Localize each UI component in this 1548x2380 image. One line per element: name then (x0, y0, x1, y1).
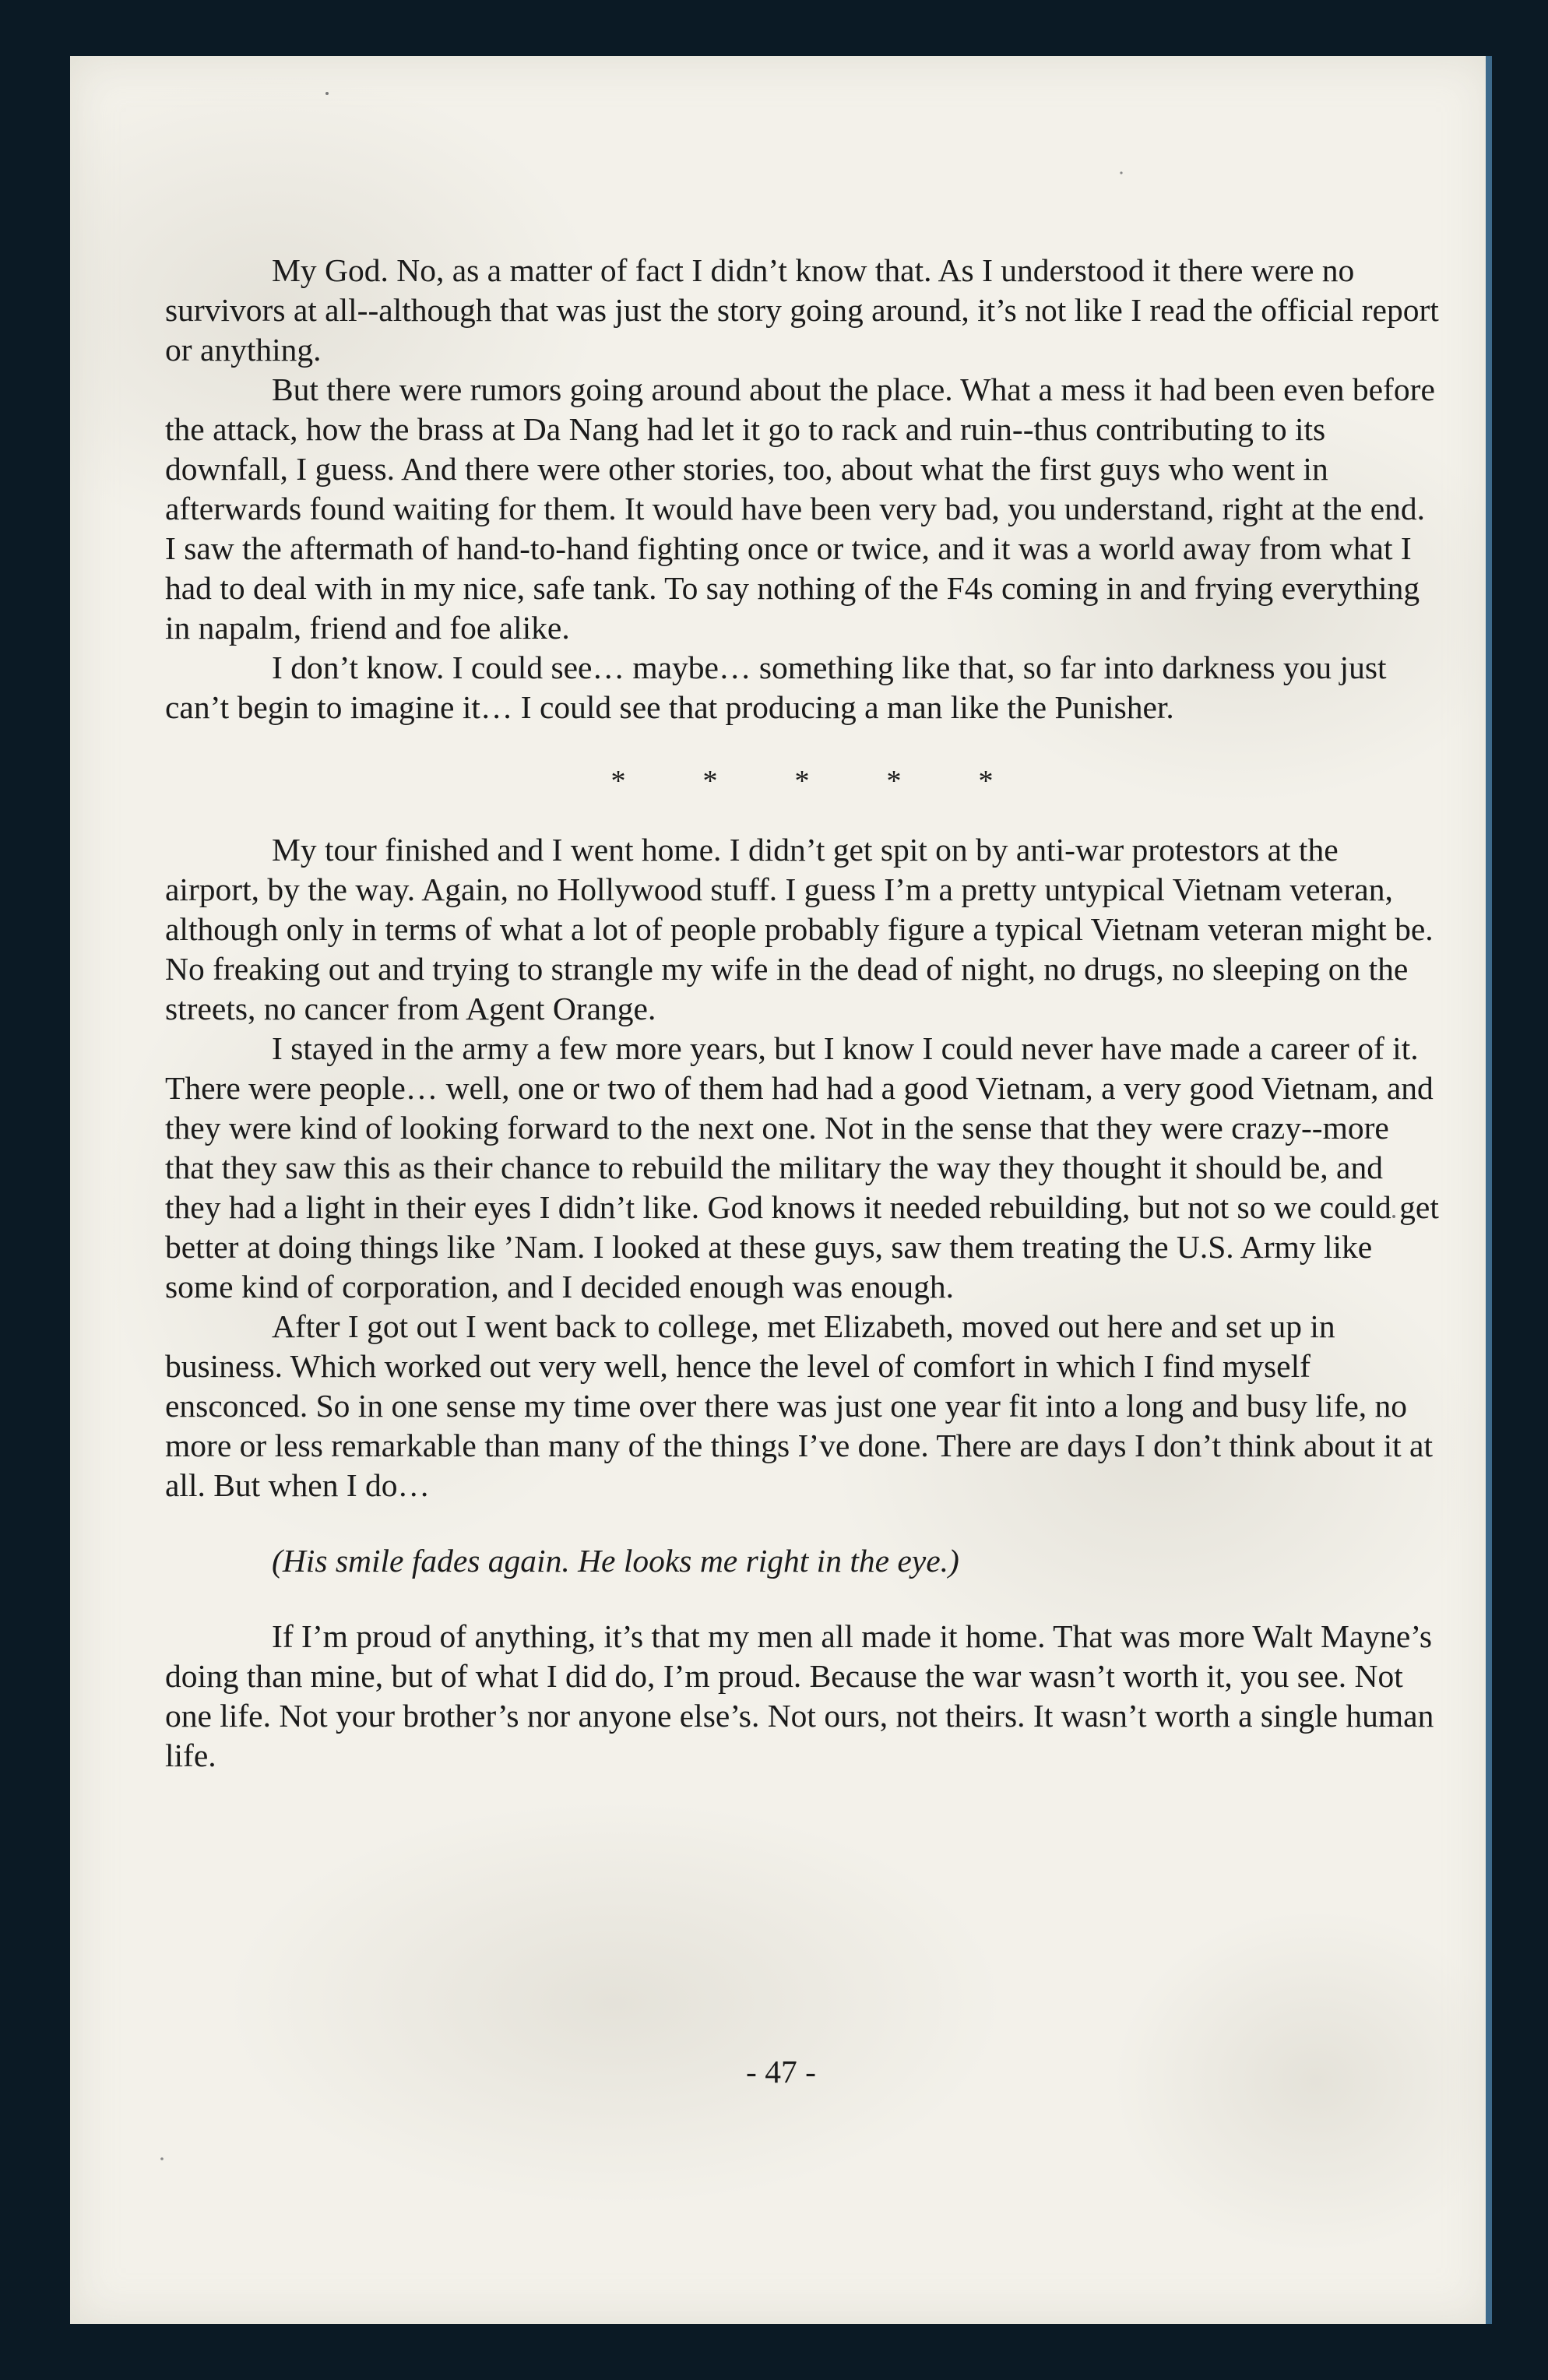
separator-asterisk: * (794, 765, 810, 797)
paragraph: My God. No, as a matter of fact I didn’t know that. As I understood it there were no survivors at all--although that was just the story going around, it’s not like I read the official report or anything. (165, 252, 1439, 368)
section-separator (165, 762, 1439, 801)
paragraph: I stayed in the army a few more years, but I know I could never have made a career of it. There were people… well, one or two of them had had a good Vietnam, a very good Vietnam, and they were kind of looking forward to the next one. Not in the sense that they were crazy--more that they saw this as their chance to rebuild the military the way they thought it should be, and they had a light in their eyes I didn’t like. God knows it needed rebuilding, but not so we could get better at doing things like ’Nam. I looked at these guys, saw them treating the U.S. Army like some kind of corporation, and I decided enough was enough. (165, 1030, 1439, 1304)
stage-direction: (His smile fades again. He looks me right in the eye.) (272, 1543, 959, 1579)
book-page (70, 56, 1492, 2324)
page-edge (1486, 56, 1492, 2324)
paragraph: After I got out I went back to college, met Elizabeth, moved out here and set up in business. Which worked out very well, hence the level of comfort in which I find myself ensconced. So in one sense my time over there was just one year fit into a long and busy life, no more or less remarkable than many of the things I’ve done. There are days I don’t think about it at all. But when I do… (165, 1308, 1434, 1503)
separator-asterisk: * (702, 765, 718, 797)
separator-asterisk: * (886, 765, 902, 797)
page-number: - 47 - (746, 2054, 816, 2090)
separator-asterisk: * (978, 765, 994, 797)
paragraph: My tour finished and I went home. I didn’t get spit on by anti-war protestors at the airport, by the way. Again, no Hollywood stuff. I guess I’m a pretty untypical Vietnam veteran, although only in terms of what a lot of people probably figure a typical Vietnam veteran might be. No freaking out and trying to strangle my wife in the dead of night, no drugs, no sleeping on the streets, no cancer from Agent Orange. (165, 832, 1434, 1026)
paragraph: I don’t know. I could see… maybe… something like that, so far into darkness you just can’t begin to imagine it… I could see that producing a man like the Punisher. (165, 650, 1387, 725)
closing-paragraph: If I’m proud of anything, it’s that my men all made it home. That was more Walt Mayne’s doing than mine, but of what I did do, I’m proud. Because the war wasn’t worth it, you see. Not one life. Not your brother’s nor anyone else’s. Not ours, not theirs. It wasn’t worth a single human life. (165, 1618, 1434, 1773)
separator-asterisk: * (610, 765, 626, 797)
body-text (165, 251, 1439, 1776)
paragraph: But there were rumors going around about the place. What a mess it had been even before the attack, how the brass at Da Nang had let it go to rack and ruin--thus contributing to its downfall, I guess. And there were other stories, too, about what the first guys who went in afterwards found waiting for them. It would have been very bad, you understand, right at the end. I saw the aftermath of hand-to-hand fighting once or twice, and it was a world away from what I had to deal with in my nice, safe tank. To say nothing of the F4s coming in and frying everything in napalm, friend and foe alike. (165, 371, 1435, 646)
